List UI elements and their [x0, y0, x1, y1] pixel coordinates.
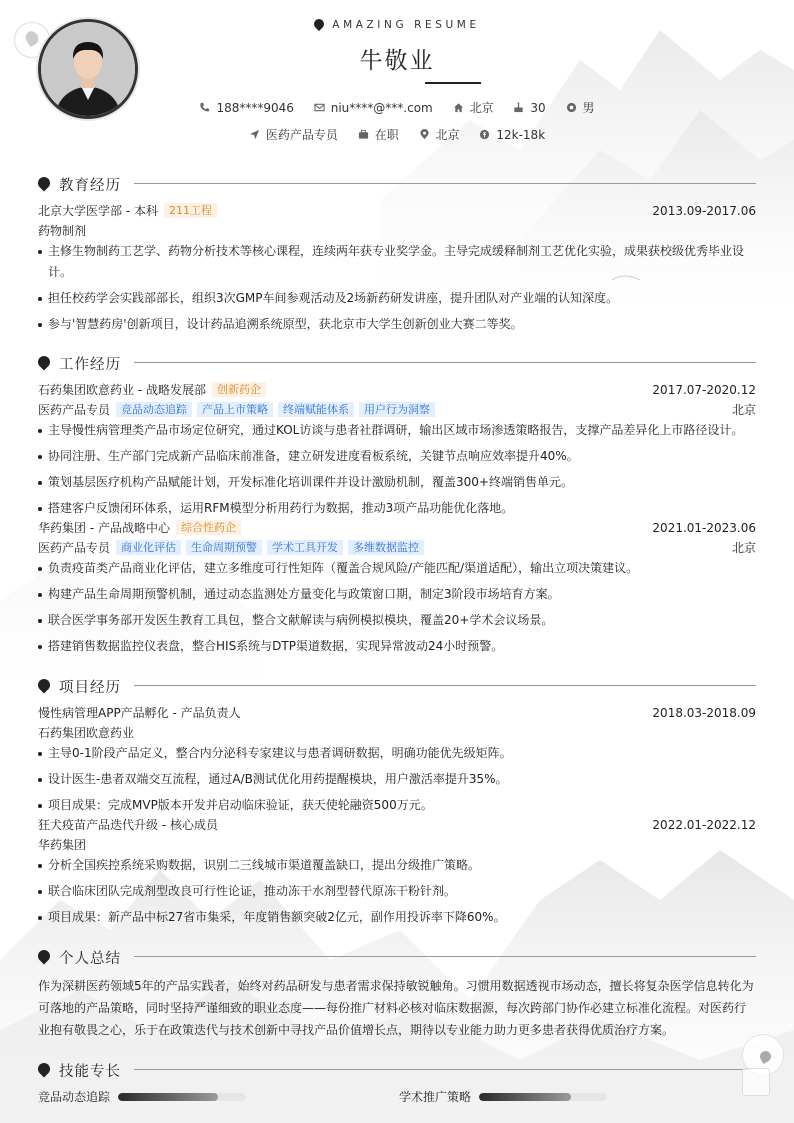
- location-icon: [419, 129, 430, 140]
- skill-tag: 学术工具开发: [267, 540, 343, 555]
- project-name: 狂犬疫苗产品迭代升级 - 核心成员: [38, 818, 218, 832]
- leaf-icon: [36, 1061, 53, 1078]
- skill-bar: [479, 1093, 607, 1101]
- project-name: 慢性病管理APP产品孵化 - 产品负责人: [38, 706, 241, 720]
- skill-bar-fill: [479, 1093, 571, 1101]
- project-period: 2018.03-2018.09: [652, 706, 756, 720]
- contact-info-row: [0, 99, 794, 116]
- company-name: 华药集团 - 产品战略中心: [38, 521, 170, 535]
- company-tag: 创新药企: [212, 382, 266, 397]
- home-icon: [453, 102, 464, 113]
- leaf-icon: [36, 354, 53, 371]
- list-item: 主导慢性病管理类产品市场定位研究，通过KOL访谈与患者社群调研，输出区域市场渗透策略报告，支撑产品差异化上市路径设计。: [38, 420, 756, 441]
- section-header: [38, 352, 756, 372]
- section-title: 教育经历: [59, 178, 121, 194]
- name-underline: [425, 82, 481, 84]
- skill-tag: 生命周期预警: [186, 540, 262, 555]
- work-bullets: [38, 558, 756, 657]
- project-bullets: [38, 743, 756, 816]
- phone-icon: [199, 102, 210, 113]
- section-divider: [134, 685, 756, 686]
- skill-name: 学术推广策略: [399, 1090, 472, 1104]
- project-entry-1: [38, 703, 756, 816]
- skill-item: [38, 1087, 110, 1107]
- skills-section: [38, 1059, 756, 1107]
- list-item: 联合医学事务部开发医生教育工具包，整合文献解读与病例模拟模块，覆盖20+学术会议场景。: [38, 610, 756, 631]
- job-status-item: 在职: [358, 126, 399, 143]
- list-item: 搭建客户反馈闭环体系，运用RFM模型分析用药行为数据，推动3项产品功能优化落地。: [38, 498, 756, 519]
- work-entry-header: [38, 518, 756, 538]
- section-header: [38, 946, 756, 966]
- project-entry-2: [38, 815, 756, 928]
- skill-tag: 产品上市策略: [197, 402, 273, 417]
- gender-item: 男: [566, 99, 595, 116]
- projects-section: [38, 675, 756, 933]
- target-city-item: 北京: [419, 126, 460, 143]
- phone-item: 188****9046: [199, 101, 293, 115]
- work-period: 2017.07-2020.12: [652, 383, 756, 397]
- project-period: 2022.01-2022.12: [652, 818, 756, 832]
- list-item: 负责疫苗类产品商业化评估，建立多维度可行性矩阵（覆盖合规风险/产能匹配/渠道适配），输出立项决策建议。: [38, 558, 756, 579]
- work-entry-header: [38, 380, 756, 400]
- salary-icon: [479, 129, 490, 140]
- leaf-icon: [36, 948, 53, 965]
- education-entry-header: [38, 201, 756, 221]
- candidate-name: 牛敬业: [359, 48, 435, 74]
- major-row: [38, 221, 756, 241]
- work-city: 北京: [731, 541, 756, 555]
- skill-tag: 用户行为洞察: [359, 402, 435, 417]
- work-section: [38, 352, 756, 662]
- leaf-icon: [36, 677, 53, 694]
- list-item: 项目成果：新产品中标27省市集采，年度销售额突破2亿元，副作用投诉率下降60%。: [38, 907, 756, 928]
- salary-item: 12k-18k: [479, 128, 545, 142]
- mail-icon: [314, 102, 325, 113]
- company-name: 石药集团欧意药业 - 战略发展部: [38, 383, 206, 397]
- back-to-top-button[interactable]: [742, 1068, 770, 1096]
- list-item: 设计医生-患者双端交互流程，通过A/B测试优化用药提醒模块，用户激活率提升35%。: [38, 769, 756, 790]
- briefcase-icon: [358, 129, 369, 140]
- skill-tag: 竞品动态追踪: [116, 402, 192, 417]
- education-bullets: [38, 241, 756, 335]
- job-role: 医药产品专员: [38, 541, 111, 555]
- brand-header: [0, 19, 794, 31]
- section-divider: [134, 956, 756, 957]
- section-header: [38, 675, 756, 695]
- target-position-item: 医药产品专员: [249, 126, 338, 143]
- work-entry-1: [38, 380, 756, 519]
- summary-text: 作为深耕医药领域5年的产品实践者，始终对药品研发与患者需求保持敏锐触角。习惯用数据透视市场动态，擅长将复杂医学信息转化为可落地的产品策略，同时坚持严谨细致的职业态度——每份推广材料必核对临床数据源，每次跨部门协作必建立标准化流程。对医药行业抱有敬畏之心，乐于在政策迭代与技术创新中寻找产品价值增长点，期待以专业能力助力更多患者获得优质治疗方案。: [38, 979, 754, 1037]
- section-title: 工作经历: [59, 357, 121, 373]
- skill-tag: 终端赋能体系: [278, 402, 354, 417]
- home-city-item: 北京: [453, 99, 494, 116]
- project-org-row: [38, 835, 756, 855]
- leaf-icon: [312, 17, 326, 31]
- work-entry-2: [38, 518, 756, 657]
- brand-text: AMAZING RESUME: [332, 19, 480, 31]
- project-org: 石药集团欧意药业: [38, 726, 135, 740]
- list-item: 联合临床团队完成剂型改良可行性论证，推动冻干水剂型替代原冻干粉针剂。: [38, 881, 756, 902]
- section-divider: [134, 362, 756, 363]
- list-item: 搭建销售数据监控仪表盘，整合HIS系统与DTP渠道数据，实现异常波动24小时预警。: [38, 636, 756, 657]
- work-city: 北京: [731, 403, 756, 417]
- section-divider: [134, 1069, 756, 1070]
- gender-icon: [566, 102, 577, 113]
- list-item: 构建产品生命周期预警机制，通过动态监测处方量变化与政策窗口期，制定3阶段市场培育方案。: [38, 584, 756, 605]
- work-bullets: [38, 420, 756, 519]
- skill-tag: 多维数据监控: [348, 540, 424, 555]
- project-bullets: [38, 855, 756, 928]
- project-org-row: [38, 723, 756, 743]
- list-item: 主导0-1阶段产品定义，整合内分泌科专家建议与患者调研数据，明确功能优先级矩阵。: [38, 743, 756, 764]
- section-title: 技能专长: [59, 1064, 121, 1080]
- company-tag: 综合性药企: [176, 520, 241, 535]
- job-info-row: [0, 126, 794, 143]
- job-role: 医药产品专员: [38, 403, 111, 417]
- education-section: [38, 173, 756, 340]
- list-item: 主修生物制药工艺学、药物分析技术等核心课程，连续两年获专业奖学金。主导完成缓释制剂工艺优化实验，成果获校级优秀毕业设计。: [38, 241, 756, 283]
- work-role-row: [38, 400, 756, 420]
- list-item: 参与'智慧药房'创新项目，设计药品追溯系统原型，获北京市大学生创新创业大赛二等奖。: [38, 314, 756, 335]
- section-divider: [134, 183, 756, 184]
- list-item: 协同注册、生产部门完成新产品临床前准备，建立研发进度看板系统，关键节点响应效率提升40%。: [38, 446, 756, 467]
- email-item: niu****@***.com: [314, 101, 433, 115]
- project-org: 华药集团: [38, 838, 87, 852]
- summary-section: [38, 946, 756, 1041]
- project-header: [38, 703, 756, 723]
- list-item: 策划基层医疗机构产品赋能计划，开发标准化培训课件并设计激励机制，覆盖300+终端销售单元。: [38, 472, 756, 493]
- school-tag: 211工程: [164, 203, 217, 218]
- project-header: [38, 815, 756, 835]
- skill-item: [399, 1087, 471, 1107]
- work-period: 2021.01-2023.06: [652, 521, 756, 535]
- major-name: 药物制剂: [38, 224, 87, 238]
- list-item: 项目成果：完成MVP版本开发并启动临床验证，获天使轮融资500万元。: [38, 795, 756, 816]
- skill-bar: [118, 1093, 246, 1101]
- age-item: 30: [513, 101, 545, 115]
- skill-name: 竞品动态追踪: [38, 1090, 111, 1104]
- cake-icon: [513, 102, 524, 113]
- education-period: 2013.09-2017.06: [652, 204, 756, 218]
- skills-list: [38, 1087, 756, 1107]
- list-item: 分析全国疾控系统采购数据，识别二三线城市渠道覆盖缺口，提出分级推广策略。: [38, 855, 756, 876]
- section-header: [38, 1059, 756, 1079]
- section-header: [38, 173, 756, 193]
- section-title: 项目经历: [59, 680, 121, 696]
- send-icon: [249, 129, 260, 140]
- list-item: 担任校药学会实践部部长，组织3次GMP车间参观活动及2场新药研发讲座，提升团队对产业端的认知深度。: [38, 288, 756, 309]
- work-role-row: [38, 538, 756, 558]
- skill-tag: 商业化评估: [116, 540, 181, 555]
- skill-bar-fill: [118, 1093, 218, 1101]
- leaf-icon: [36, 175, 53, 192]
- section-title: 个人总结: [59, 951, 121, 967]
- school-name: 北京大学医学部 - 本科: [38, 204, 158, 218]
